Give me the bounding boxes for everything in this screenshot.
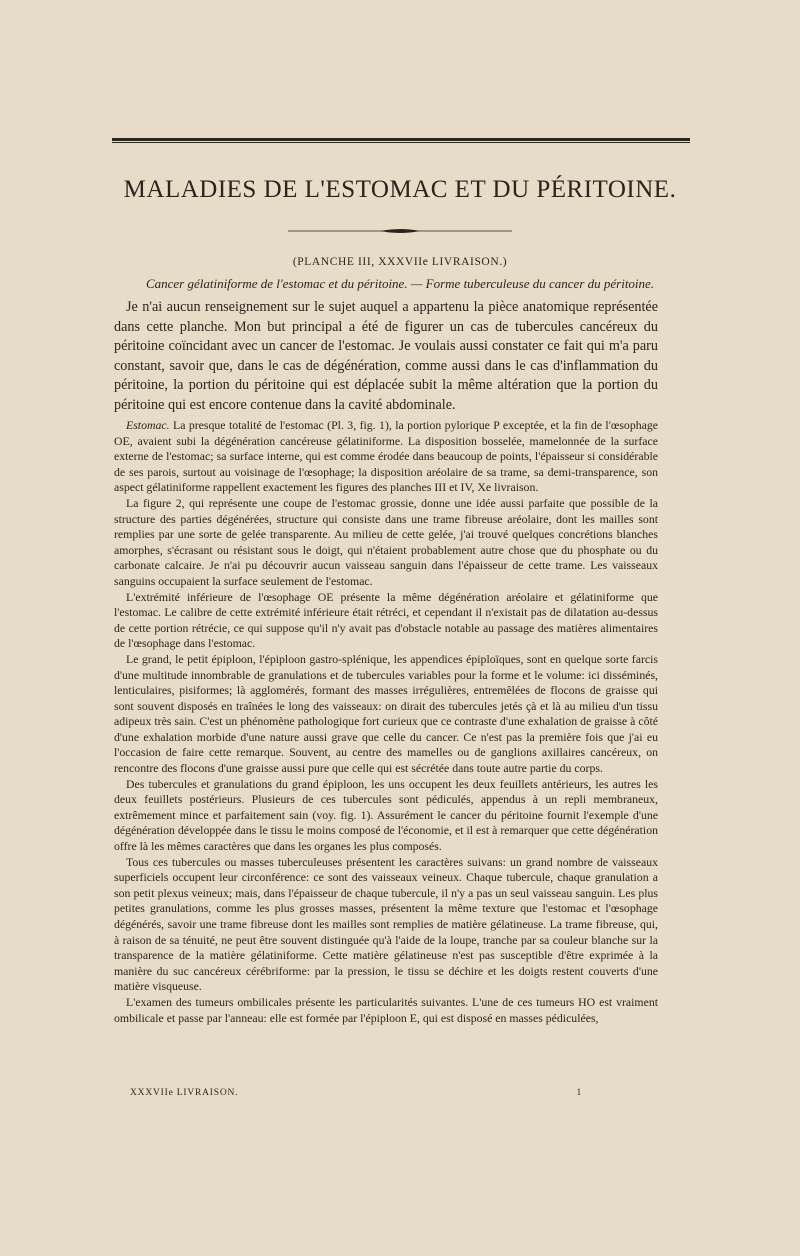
intro-section bbox=[114, 298, 658, 416]
top-double-rule bbox=[112, 138, 690, 143]
paragraph-estomac bbox=[114, 418, 658, 496]
paragraph-oesophage: L'extrémité inférieure de l'œsophage OE présente la même dégénération aréolaire et gélatiniforme que l'estomac. Le calibre de cette extrémité inférieure était rétréci, et cependant il n'existait pas de dilatation au-dessus de cette portion rétrécie, ce qui suppose qu'il n'y avait pas d'obstacle notable au passage des matières alimentaires de l'œsophage dans l'estomac. bbox=[114, 589, 658, 651]
subtitle-part-1: Cancer gélatiniforme de l'estomac et du péritoine. bbox=[145, 276, 408, 291]
page-number: 1 bbox=[576, 1088, 582, 1098]
signature-mark: XXXVIIe LIVRAISON. bbox=[130, 1088, 239, 1098]
body-text bbox=[114, 418, 658, 1026]
paragraph-tumeurs: L'examen des tumeurs ombilicales présente les particularités suivantes. L'une de ces tumeurs HO est vraiment ombilicale et passe par l'anneau: elle est formée par l'épiploon E, qui est disposé en masses pédiculées, bbox=[114, 994, 658, 1025]
subtitle bbox=[0, 276, 800, 292]
paragraph-lead: Estomac. bbox=[126, 418, 170, 432]
page-title: MALADIES DE L'ESTOMAC ET DU PÉRITOINE. bbox=[123, 176, 677, 203]
paragraph-tubercules: Des tubercules et granulations du grand épiploon, les uns occupent les deux feuillets antérieurs, les autres les deux feuillets postérieurs. Plusieurs de ces tubercules sont pédiculés, appendus à un repli membraneux, extrêmement mince et parfaitement sain (voy. fig. 1). Assurément le cancer du péritoine fournit l'exemple d'une dégénération développée dans le tissu le moins composé de l'économie, et il est à remarquer que cette dégénération offre là les mêmes caractères que dans les organes les plus composés. bbox=[114, 776, 658, 854]
subtitle-part-2: Forme tuberculeuse du cancer du péritoine. bbox=[425, 276, 655, 291]
intro-paragraph: Je n'ai aucun renseignement sur le sujet auquel a appartenu la pièce anatomique représentée dans cette planche. Mon but principal a été de figurer un cas de tubercules cancéreux du péritoine coïncidant avec un cancer de l'estomac. Je voulais aussi constater ce fait qui m'a paru constant, savoir que, dans le cas de dégénération, comme aussi dans le cas d'inflammation du péritoine, la portion du péritoine qui est déplacée subit la même altération que la portion du péritoine qui est encore contenue dans la cavité abdominale. bbox=[114, 299, 658, 413]
paragraph-text: La presque totalité de l'estomac (Pl. 3, fig. 1), la portion pylorique P exceptée, et la fin de l'œsophage OE, avaient subi la dégénération cancéreuse gélatiniforme. La disposition bosselée, mamelonnée de la surface externe de l'estomac; sa surface interne, qui est comme érodée dans beaucoup de points, l'épaisseur si considérable de ses parois, surtout au voisinage de l'œsophage; la disposition aréolaire de sa trame, sa demi-transparence, son aspect gélatiniforme rappellent exactement les figures des planches III et IV, Xe livraison. bbox=[114, 418, 658, 495]
title-ornament bbox=[288, 228, 512, 234]
plate-reference: (PLANCHE III, XXXVIIe LIVRAISON.) bbox=[292, 256, 508, 268]
paragraph-caracteres: Tous ces tubercules ou masses tuberculeuses présentent les caractères suivans: un grand nombre de vaisseaux superficiels occupent leur circonférence: ce sont des vaisseaux veineux. Chaque tubercule, chaque granulation a son petit plexus veineux; mais, dans l'épaisseur de chaque tubercule, il n'y a pas un seul vaisseau sanguin. Les plus petites granulations, comme les plus grosses masses, présentent la même texture que l'estomac et l'œsophage dégénérés, savoir une trame fibreuse dont les mailles sont remplies de matière gélatineuse. La trame fibreuse, qui, à raison de sa ténuité, ne peut être souvent distinguée qu'à l'aide de la loupe, tranche par sa couleur blanche sur la transparence de la matière gélatiniforme. Cette matière gélatineuse n'est pas susceptible d'être exprimée à la manière du suc cancéreux cérébriforme: par la pression, le tissu se déchire et les doigts restent couverts d'une matière visqueuse. bbox=[114, 854, 658, 994]
paragraph-figure-2: La figure 2, qui représente une coupe de l'estomac grossie, donne une idée aussi parfaite que possible de la structure des parties dégénérées, structure qui consiste dans une trame fibreuse aréolaire, dont les mailles sont remplies par une sorte de gelée transparente. Au milieu de cette gelée, j'ai trouvé quelques concrétions blanches amorphes, s'écrasant ou résistant sous le doigt, qui n'étaient probablement autre chose que du phosphate ou du carbonate calcaire. Je n'ai pu découvrir aucun vaisseau sanguin dans l'épaisseur de cette trame. Les vaisseaux sanguins occupaient la surface seulement de l'estomac. bbox=[114, 495, 658, 588]
paragraph-epiploon: Le grand, le petit épiploon, l'épiploon gastro-splénique, les appendices épiploïques, sont en quelque sorte farcis d'une multitude innombrable de granulations et de tubercules variables pour la forme et le volume: ici disséminés, lenticulaires, pisiformes; là agglomérés, formant des masses irrégulières, entremêlées de flocons de graisse qui sont souvent disposés en traînées le long des vaisseaux: on dirait des tubercules jetés çà et là au milieu d'un tissu adipeux très sain. C'est un phénomène pathologique fort curieux que ce contraste d'une exhalation de graisse à côté d'une exhalation morbide d'une nature aussi grave que celle du cancer. Ce n'est pas la première fois que j'ai eu l'occasion de faire cette remarque. Souvent, au centre des mamelles ou de ganglions axillaires cancéreux, on rencontre des flocons d'une graisse aussi pure que celle qui est sécrétée dans toute autre partie du corps. bbox=[114, 651, 658, 776]
subtitle-separator: — bbox=[407, 276, 426, 291]
